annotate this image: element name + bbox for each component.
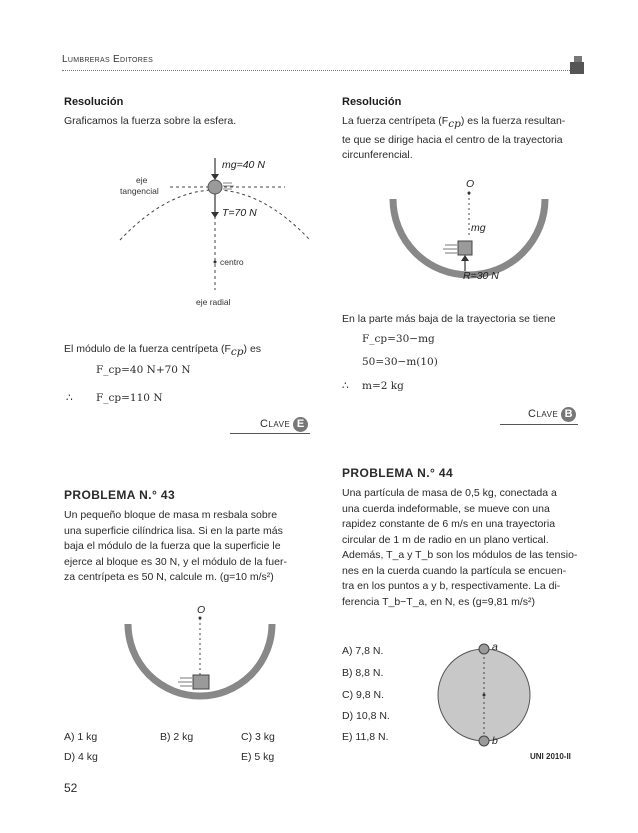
problem-43-option-a: A) 1 kg	[64, 731, 98, 743]
equation-right-1: F_cp=30−mg	[362, 333, 435, 345]
equation-right-3: m=2 kg	[362, 380, 404, 392]
therefore-right: ∴	[342, 380, 349, 392]
statement-right: En la parte más baja de la trayectoria se tiene	[342, 313, 556, 325]
equation-right-2: 50=30−m(10)	[362, 356, 438, 368]
eje-tangencial-label-2: tangencial	[120, 186, 159, 196]
resolution-heading-left: Resolución	[64, 96, 124, 108]
problem-44-option-c: C) 9,8 N.	[342, 689, 385, 701]
therefore-left: ∴	[66, 392, 73, 404]
particle-b	[479, 736, 489, 746]
problem-43-option-e: E) 5 kg	[241, 751, 275, 763]
problem-43-figure	[118, 600, 288, 710]
eje-tangencial-label-1: eje	[136, 175, 148, 185]
problem-44-option-b: B) 8,8 N.	[342, 667, 384, 679]
resolution-heading-right: Resolución	[342, 96, 402, 108]
answer-key-left: Clave E	[260, 417, 308, 432]
block-43	[193, 675, 209, 689]
center-label-43: O	[197, 604, 206, 616]
particle-a	[479, 644, 489, 654]
problem-44-text: Una partícula de masa de 0,5 kg, conectada a una cuerda indeformable, se mueve con una rapidez constante de 6 m/s en una trayectoria circular de 1 m de radio en un plano vertical. Además, T_a y T_b son los módulos de las tensio- nes en la cuerda cuando la partícula se encuen- tra en los puntos a y b, respectivamente. La di- ferencia T_b−T_a, en N, es (g=9,81 m/s²)	[342, 487, 578, 608]
header-rule	[62, 70, 570, 71]
resolution-text-right: La fuerza centrípeta $(F_{cp})$ es la fuerza resultan- te que se dirige hacia el centro de la trayectoria circunferencial.	[342, 115, 566, 162]
answer-letter-e: E	[293, 417, 308, 432]
problem-43-text: Un pequeño bloque de masa m resbala sobre una superficie cilíndrica lisa. Si en la parte más baja el módulo de la fuerza que la superficie le ejerce al bloque es 30 N, y el módulo de la fuer- za centrípeta es 50 N, calcule m. (g=10 m/s²)	[64, 509, 287, 583]
problem-43-option-d: D) 4 kg	[64, 751, 98, 763]
centro-label: centro	[220, 257, 244, 267]
normal-force-label: R=30 N	[463, 270, 499, 282]
answer-key-right: Clave B	[528, 407, 576, 422]
block-right	[458, 241, 472, 255]
header-corner-block	[570, 62, 584, 74]
mg-label-right: mg	[471, 222, 486, 234]
centro-dot	[214, 261, 217, 264]
page-number: 52	[64, 781, 78, 795]
source-exam: UNI 2010-II	[530, 752, 571, 761]
answer-key-right-rule	[500, 424, 578, 425]
point-b-label: b	[492, 735, 498, 747]
bottom-point-force-diagram	[385, 175, 555, 290]
problem-44-option-d: D) 10,8 N.	[342, 710, 390, 722]
mg-arrowhead	[211, 174, 219, 180]
problem-44-title: PROBLEMA N.° 44	[342, 466, 454, 480]
problem-43-option-c: C) 3 kg	[241, 731, 275, 743]
circle-center	[483, 694, 486, 697]
sphere-force-diagram	[100, 150, 330, 315]
answer-key-left-rule	[230, 433, 310, 434]
problem-44-option-e: E) 11,8 N.	[342, 731, 389, 743]
mg-label: mg=40 N	[222, 159, 265, 171]
answer-letter-b: B	[561, 407, 576, 422]
tension-label: T=70 N	[222, 207, 257, 219]
problem-43-title: PROBLEMA N.° 43	[64, 488, 176, 502]
resolution-intro-left: Graficamos la fuerza sobre la esfera.	[64, 115, 237, 127]
sphere	[208, 180, 222, 194]
centripetal-statement-left: El módulo de la fuerza centrípeta $(F_{cp})$ es	[64, 343, 262, 359]
equation-left-2: F_cp=110 N	[96, 392, 163, 404]
center-label-right: O	[466, 178, 475, 190]
equation-left-1: F_cp=40 N+70 N	[96, 364, 191, 376]
problem-43-option-b: B) 2 kg	[160, 731, 194, 743]
problem-44-option-a: A) 7,8 N.	[342, 645, 384, 657]
point-a-label: a	[492, 641, 498, 653]
vertical-circle-figure	[432, 640, 542, 750]
running-header: Lumbreras Editores	[62, 54, 154, 65]
eje-radial-label: eje radial	[196, 297, 231, 307]
